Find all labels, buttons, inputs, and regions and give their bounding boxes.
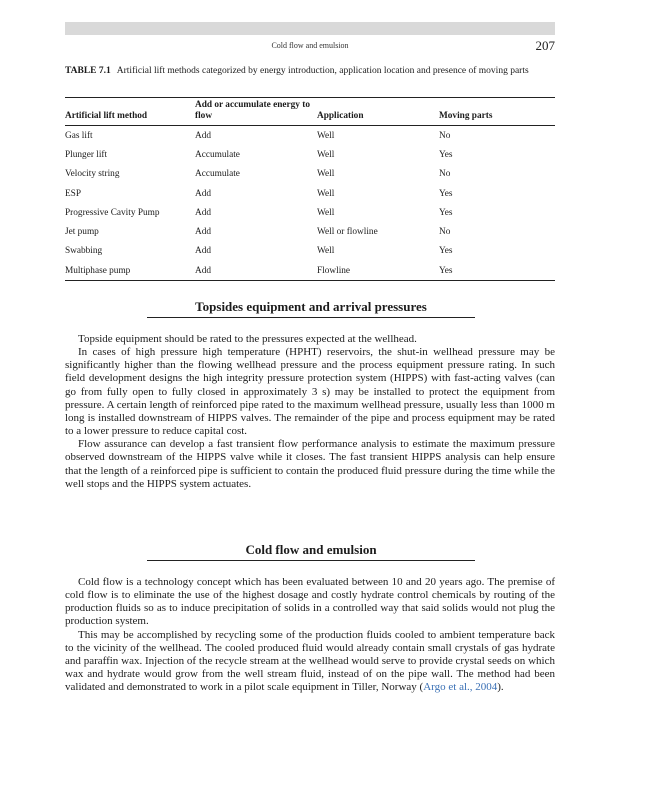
cell-method: Jet pump [65,227,99,238]
paragraph: Cold flow is a technology concept which has been evaluated between 10 and 20 years ago. The premise of cold flow is to eliminate the use of the highest dosage and costly hydrate control chemicals by routing of the production fluids so as to induce precipitation of solids in a controlled way that said solids would not plug the production system. [65,576,555,628]
page-number: 207 [535,38,555,53]
paragraph-text: This may be accomplished by recycling some of the production fluids cooled to ambient temperature back to the vicinity of the wellhead. The cooled produced fluid would already contain small crystals of gas hydrate and paraffin wax. Injection of the recycle stream at the wellhead would serve to provide crystal seeds on which wax and hydrate would grow from the well stream fluid, instead of on the pipe wall. The method had been validated and demonstrated to work in a pilot scale equipment in Tiller, Norway ( [65,628,555,694]
cell-method: Velocity string [65,169,120,180]
cell-moving-parts: Yes [439,207,453,218]
table-row [65,145,555,164]
table-caption-text: Artificial lift methods categorized by energy introduction, application location and presence of moving parts [116,66,529,76]
table-row [65,261,555,281]
cell-method: Plunger lift [65,149,108,160]
cell-application: Well [317,188,335,199]
paragraph: Topside equipment should be rated to the pressures expected at the wellhead. [78,333,417,345]
header-application: Application [317,111,364,121]
cell-application: Well [317,246,335,257]
cell-energy: Accumulate [195,169,240,180]
running-head [65,38,555,54]
header-add-or-accumulate-energy: Add or accumulate energy to flow [195,100,310,121]
paragraph [65,629,555,695]
cell-application: Well [317,169,335,180]
cell-energy: Add [195,265,212,276]
cell-method: Gas lift [65,130,93,141]
cell-moving-parts: Yes [439,188,453,199]
header-artificial-lift-method: Artificial lift method [65,111,148,121]
paragraph: Flow assurance can develop a fast transient flow performance analysis to estimate the maximum pressure observed downstream of the HIPPS valve while it closes. The fast transient HIPPS analysis can help ensure that the length of a reinforced pipe is sufficient to contain the produced fluid pressure during the time while the well stops and the HIPPS system actuates. [65,438,555,490]
table-row [65,222,555,241]
running-title: Cold flow and emulsion [271,41,349,50]
topsides-body [65,333,555,491]
table-caption [65,66,555,78]
table-row [65,126,555,146]
cell-method: ESP [65,188,82,199]
table-label: TABLE 7.1 [65,66,111,76]
paragraph-end: ). [497,681,504,694]
table-header-row [65,98,555,126]
cell-method: Multiphase pump [65,265,131,276]
cell-application: Well or flowline [317,227,378,238]
paragraph: In cases of high pressure high temperature (HPHT) reservoirs, the shut-in wellhead pressure may be significantly higher than the flowing wellhead pressure and the process equipment pressure rating. In such field development designs the high integrity pressure protection system (HIPPS) with fast-acting valves (can go from fully open to fully closed in approximately 3 s) may be installed to protect the equipment from pressure. A certain length of reinforced pipe rated to the maximum wellhead pressure, usually less than 1000 m long is installed downstream of HIPPS valves. The remainder of the pipe and process equipment may be rated to a lower pressure to reduce capital cost. [65,346,555,438]
cold-flow-body [65,576,555,694]
table-row [65,203,555,222]
table-row [65,165,555,184]
cell-application: Well [317,130,335,141]
cell-energy: Add [195,207,212,218]
header-moving-parts: Moving parts [439,111,493,121]
cell-method: Progressive Cavity Pump [65,207,160,218]
section-heading-topsides: Topsides equipment and arrival pressures [147,299,475,318]
citation-link[interactable]: Argo et al., 2004 [423,681,498,694]
table-row [65,184,555,203]
cell-moving-parts: Yes [439,149,453,160]
cell-energy: Add [195,130,212,141]
cell-method: Swabbing [65,246,103,257]
cell-application: Flowline [317,265,351,276]
cell-moving-parts: No [439,227,451,238]
artificial-lift-table [65,97,555,281]
cell-application: Well [317,149,335,160]
cell-moving-parts: Yes [439,246,453,257]
cell-energy: Add [195,188,212,199]
page-header-bar [65,22,555,35]
cell-moving-parts: No [439,169,451,180]
cell-application: Well [317,207,335,218]
table-row [65,242,555,261]
cell-energy: Add [195,246,212,257]
cell-energy: Add [195,227,212,238]
cell-energy: Accumulate [195,149,240,160]
cell-moving-parts: Yes [439,265,453,276]
cell-moving-parts: No [439,130,451,141]
section-heading-cold-flow: Cold flow and emulsion [147,542,475,561]
